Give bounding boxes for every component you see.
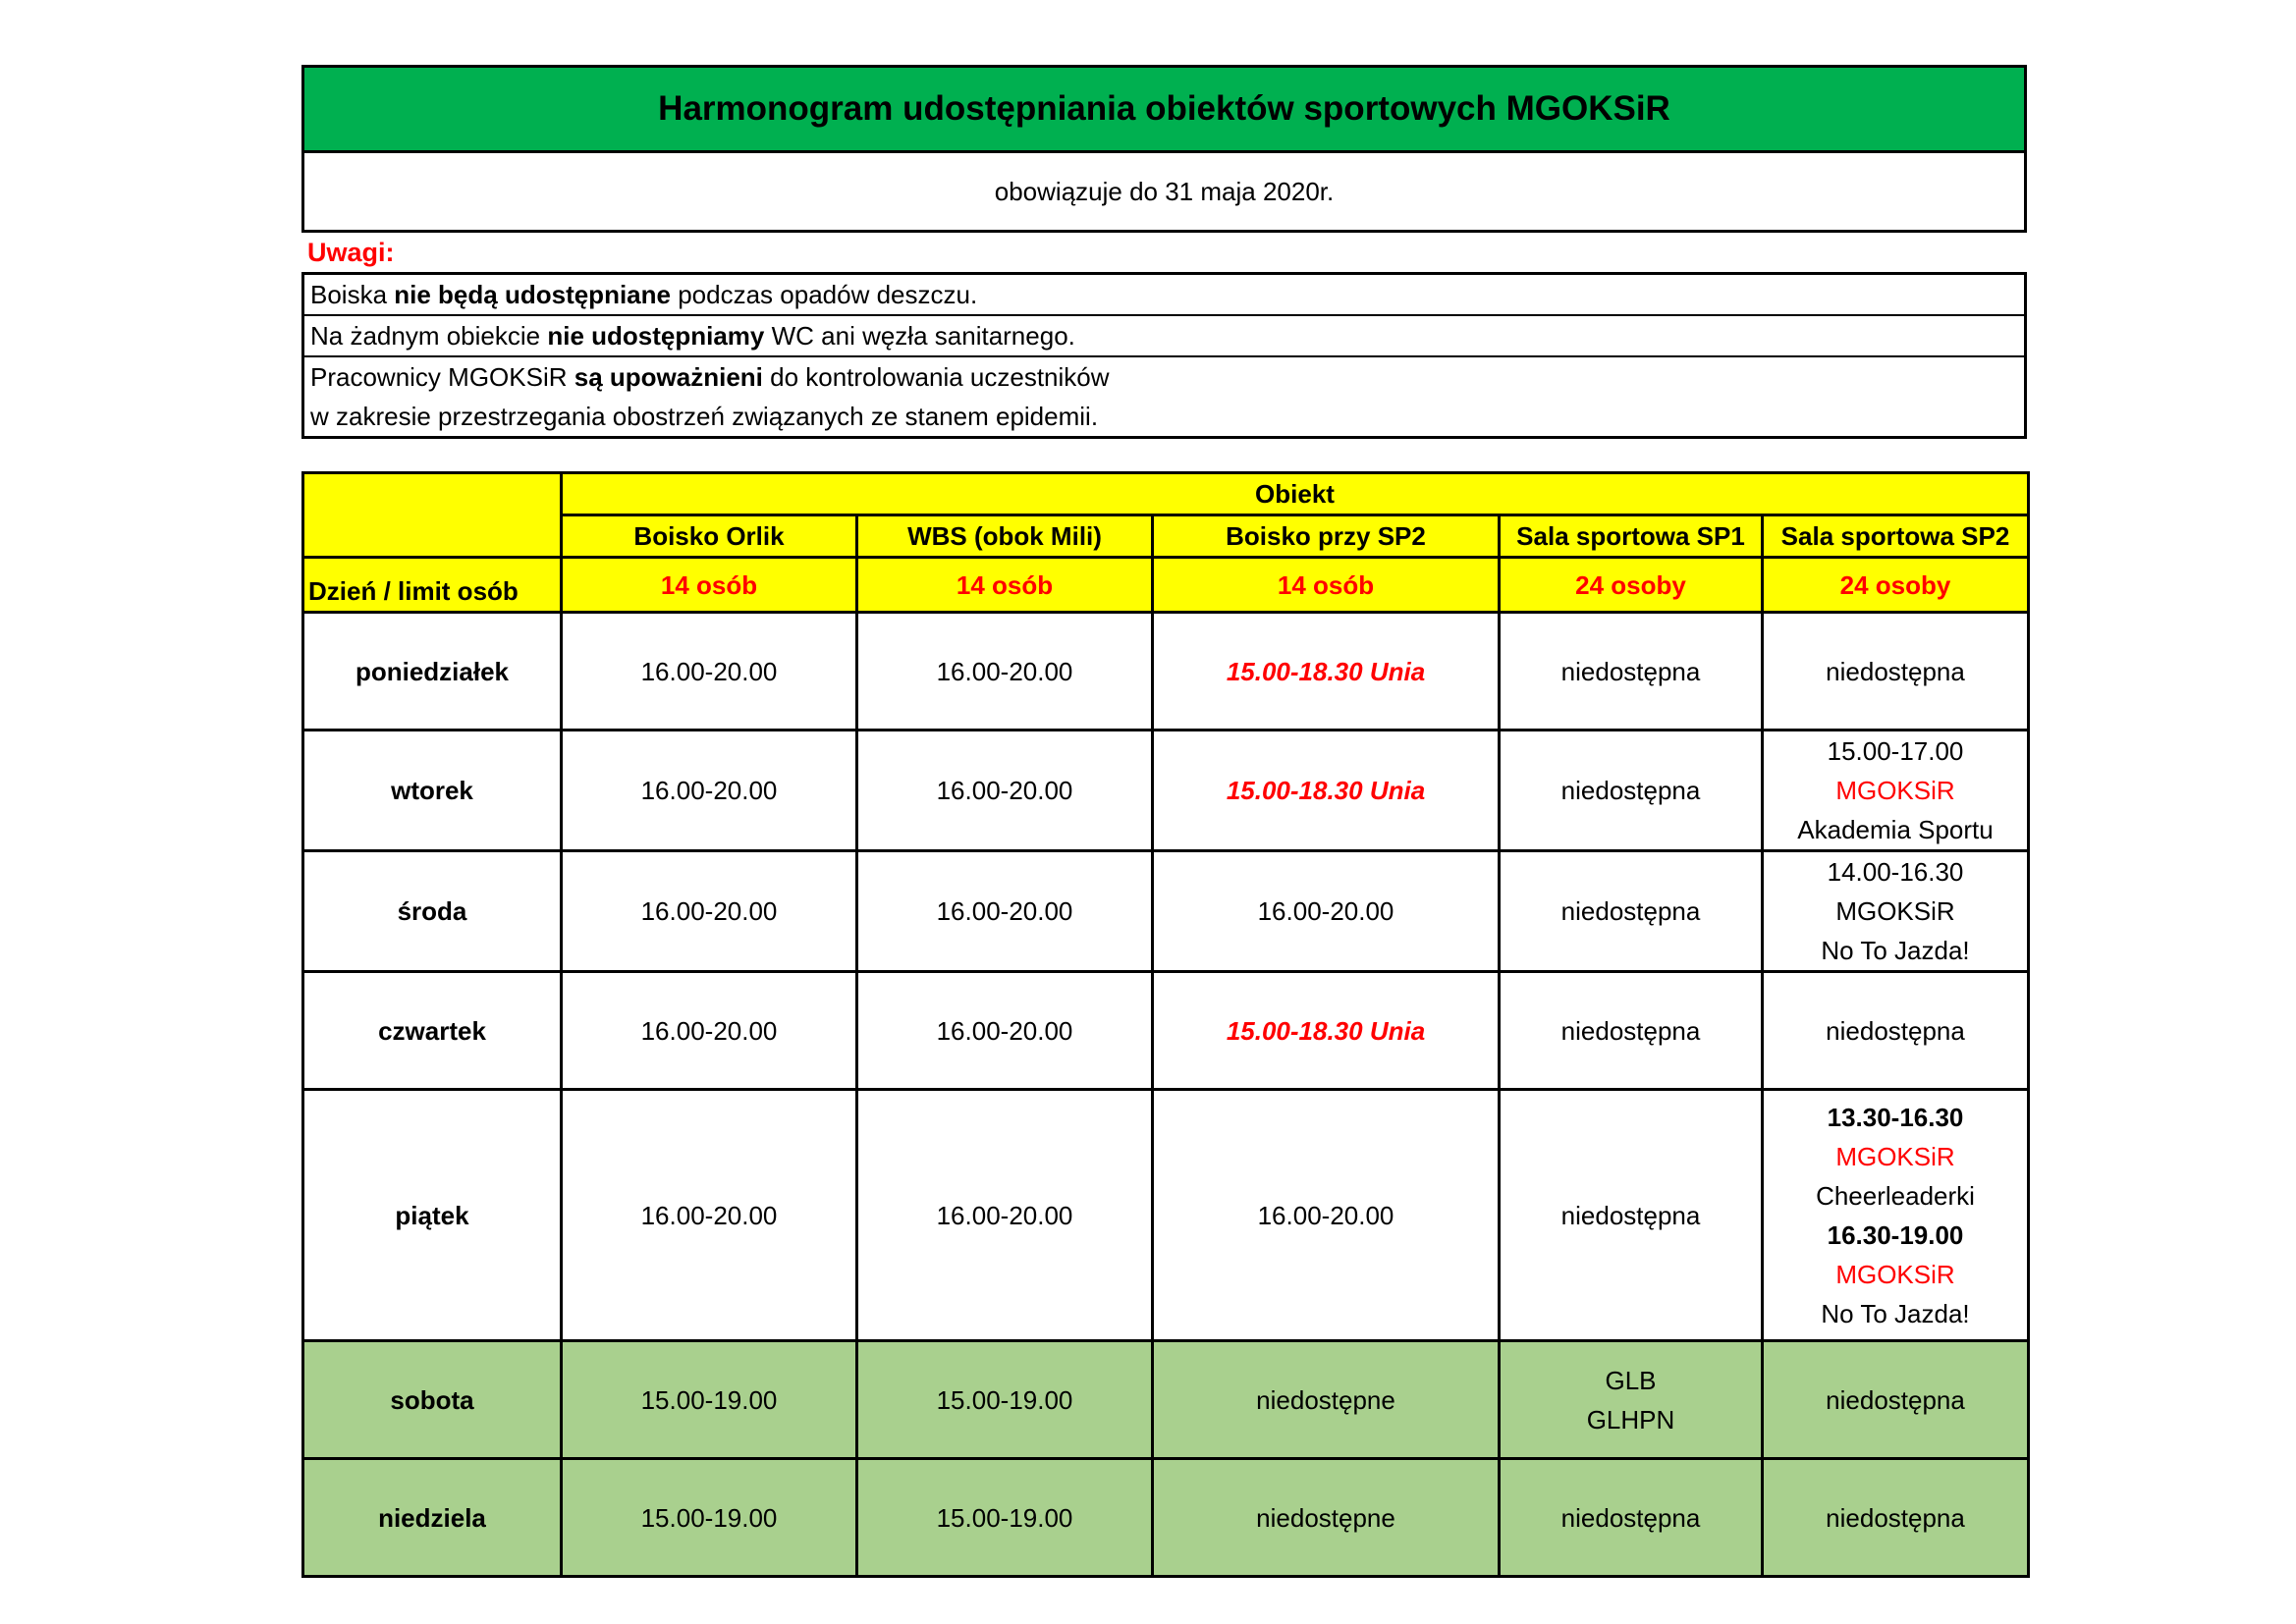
organizer: MGOKSiR: [1835, 1259, 1955, 1289]
day-name: środa: [303, 851, 562, 972]
schedule-cell: 15.00-19.00: [857, 1459, 1153, 1577]
remark-text: Boiska: [310, 280, 395, 309]
remark-rain: [304, 275, 2024, 316]
title-box: [301, 65, 2027, 233]
schedule-cell: 16.00-20.00: [857, 613, 1153, 731]
day-name: wtorek: [303, 731, 562, 851]
limit-cell: 14 osób: [857, 558, 1153, 613]
schedule-cell: 16.00-20.00: [562, 972, 857, 1090]
group-name: GLB: [1605, 1365, 1657, 1395]
schedule-cell: 16.00-20.00: [1153, 1090, 1500, 1341]
table-row: [303, 972, 2029, 1090]
object-header: Obiekt: [562, 473, 2029, 515]
organizer: MGOKSiR: [1835, 776, 1955, 805]
table-row: [303, 1090, 2029, 1341]
schedule-cell: niedostępne: [1153, 1341, 1500, 1459]
schedule-cell: 16.00-20.00: [562, 731, 857, 851]
table-row: [303, 613, 2029, 731]
schedule-cell: 15.00-18.30 Unia: [1153, 613, 1500, 731]
remark-text: w zakresie przestrzegania obostrzeń związanych ze stanem epidemii.: [310, 402, 1099, 431]
schedule-cell: niedostępna: [1500, 613, 1763, 731]
schedule-cell: niedostępna: [1500, 731, 1763, 851]
schedule-cell: 16.00-20.00: [562, 613, 857, 731]
time-slot: 14.00-16.30: [1827, 857, 1964, 887]
remark-text: podczas opadów deszczu.: [670, 280, 978, 309]
group-name: No To Jazda!: [1821, 936, 1970, 965]
day-name: poniedziałek: [303, 613, 562, 731]
schedule-cell: [1763, 1090, 2029, 1341]
schedule-cell: niedostępna: [1500, 1090, 1763, 1341]
schedule-cell: [1763, 731, 2029, 851]
schedule-cell: 15.00-18.30 Unia: [1153, 731, 1500, 851]
day-name: czwartek: [303, 972, 562, 1090]
day-name: piątek: [303, 1090, 562, 1341]
schedule-cell: 15.00-18.30 Unia: [1153, 972, 1500, 1090]
remark-emphasis: są upoważnieni: [574, 362, 763, 392]
schedule-cell: 15.00-19.00: [562, 1459, 857, 1577]
schedule-cell: 16.00-20.00: [857, 1090, 1153, 1341]
day-name: sobota: [303, 1341, 562, 1459]
document: [301, 65, 2027, 439]
limit-cell: 24 osoby: [1763, 558, 2029, 613]
table-row: [303, 1459, 2029, 1577]
schedule-cell: [1763, 851, 2029, 972]
limit-cell: 14 osób: [562, 558, 857, 613]
group-name: GLHPN: [1586, 1404, 1675, 1435]
schedule-cell: 16.00-20.00: [562, 1090, 857, 1341]
schedule-cell: niedostępna: [1763, 1459, 2029, 1577]
venue-header: WBS (obok Mili): [857, 515, 1153, 558]
schedule-cell: 16.00-20.00: [857, 731, 1153, 851]
schedule-cell: niedostępna: [1500, 972, 1763, 1090]
limit-cell: 14 osób: [1153, 558, 1500, 613]
organizer: MGOKSiR: [1835, 896, 1955, 926]
day-limit-header: Dzień / limit osób: [303, 558, 562, 613]
group-name: No To Jazda!: [1821, 1298, 1970, 1328]
remark-staff: [304, 357, 2024, 436]
limit-cell: 24 osoby: [1500, 558, 1763, 613]
schedule-cell: [1500, 1341, 1763, 1459]
schedule-table: [301, 471, 2030, 1578]
remark-text: WC ani węzła sanitarnego.: [764, 321, 1075, 351]
venue-header: Sala sportowa SP2: [1763, 515, 2029, 558]
remark-text: Pracownicy MGOKSiR: [310, 362, 574, 392]
schedule-cell: niedostępna: [1500, 851, 1763, 972]
remark-emphasis: nie udostępniamy: [547, 321, 765, 351]
time-slot: 15.00-17.00: [1827, 736, 1964, 766]
remarks-label: Uwagi:: [307, 238, 395, 267]
schedule-cell: 15.00-19.00: [857, 1341, 1153, 1459]
group-name: Cheerleaderki: [1816, 1180, 1975, 1211]
venue-header: Boisko Orlik: [562, 515, 857, 558]
venue-header: Sala sportowa SP1: [1500, 515, 1763, 558]
time-slot: 13.30-16.30: [1827, 1102, 1964, 1132]
organizer: MGOKSiR: [1835, 1141, 1955, 1171]
time-slot: 16.30-19.00: [1827, 1219, 1964, 1250]
remark-text: do kontrolowania uczestników: [762, 362, 1110, 392]
schedule-cell: niedostępna: [1763, 613, 2029, 731]
table-row: [303, 1341, 2029, 1459]
remarks-box: [301, 272, 2027, 439]
day-name: niedziela: [303, 1459, 562, 1577]
schedule-cell: 16.00-20.00: [857, 851, 1153, 972]
schedule-cell: niedostępna: [1763, 1341, 2029, 1459]
schedule-cell: niedostępne: [1153, 1459, 1500, 1577]
schedule-cell: 16.00-20.00: [562, 851, 857, 972]
schedule-cell: niedostępna: [1763, 972, 2029, 1090]
schedule-cell: 16.00-20.00: [1153, 851, 1500, 972]
table-row: [303, 731, 2029, 851]
remark-emphasis: nie będą udostępniane: [394, 280, 671, 309]
page-title: Harmonogram udostępniania obiektów sportowych MGOKSiR: [304, 68, 2024, 153]
remark-wc: [304, 316, 2024, 357]
header-blank: [303, 473, 562, 558]
remark-text: Na żadnym obiekcie: [310, 321, 548, 351]
schedule-cell: 15.00-19.00: [562, 1341, 857, 1459]
venue-header: Boisko przy SP2: [1153, 515, 1500, 558]
table-row: [303, 851, 2029, 972]
schedule-cell: 16.00-20.00: [857, 972, 1153, 1090]
schedule-cell: niedostępna: [1500, 1459, 1763, 1577]
validity-note: obowiązuje do 31 maja 2020r.: [994, 176, 1335, 206]
group-name: Akademia Sportu: [1797, 815, 1994, 844]
